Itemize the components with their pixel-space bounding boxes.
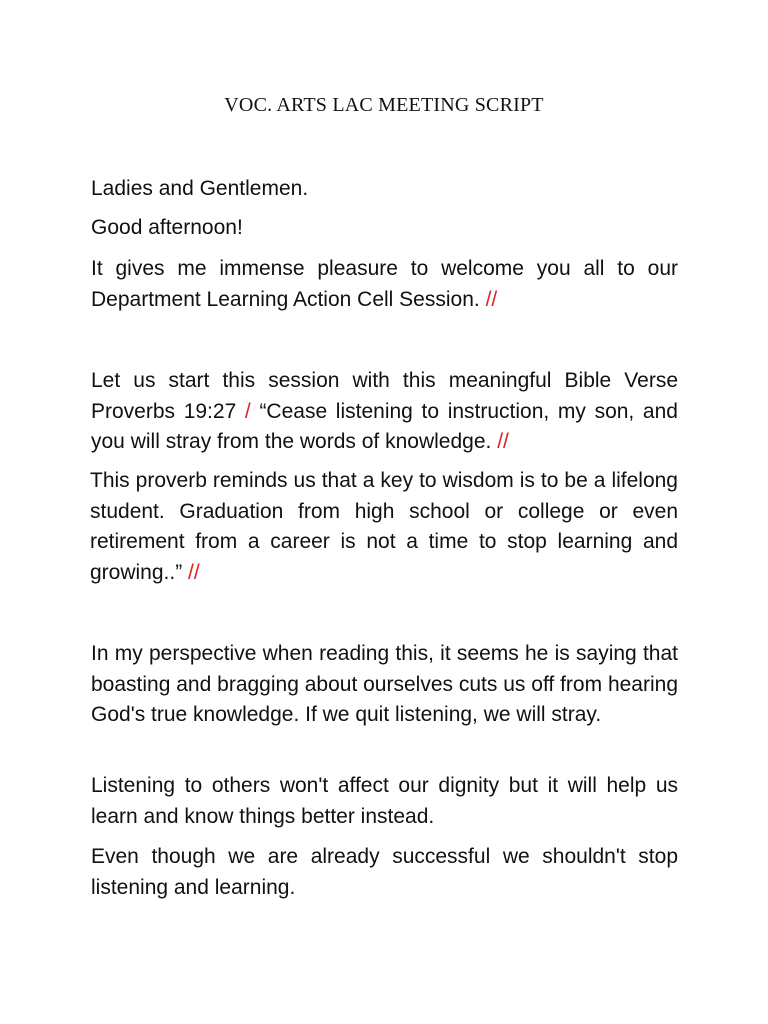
pause-mark: // [188,560,200,584]
paragraph-successful [91,842,678,903]
pause-mark: / [244,399,251,423]
paragraph-text: Even though we are already successful we shouldn't stop listening and learning. [91,845,678,899]
paragraph-text: In my perspective when reading this, it seems he is saying that boasting and bragging about ourselves cuts us off from hearing God's true knowledge. If we quit listening, we will stray. [91,642,678,726]
paragraph-perspective [91,639,678,731]
paragraph-proverb-meaning [90,466,678,588]
paragraph-welcome [91,254,678,315]
paragraph-text: Good afternoon! [91,216,243,239]
pause-mark: // [497,430,509,453]
paragraph-text: Ladies and Gentlemen. [91,177,309,200]
pause-mark: // [485,287,498,311]
document-title: VOC. ARTS LAC MEETING SCRIPT [224,94,544,116]
paragraph-bible-verse [91,366,678,458]
paragraph-good-afternoon [91,213,678,244]
paragraph-listening [91,771,678,832]
paragraph-text: This proverb reminds us that a key to wisdom is to be a lifelong student. Graduation from high school or college or even retirement from a career is not a time to stop learning and growing..” [90,469,678,584]
paragraph-text: “Cease listening to instruction, my son, and you will stray from the words of knowledge. [91,399,678,453]
paragraph-greeting [91,174,678,205]
paragraph-text: Let us start this session with this meaningful Bible Verse Proverbs 19:27 [91,369,678,423]
paragraph-text: Listening to others won't affect our dignity but it will help us learn and know things better instead. [91,774,678,828]
paragraph-text: It gives me immense pleasure to welcome you all to our Department Learning Action Cell Session. [91,257,678,311]
